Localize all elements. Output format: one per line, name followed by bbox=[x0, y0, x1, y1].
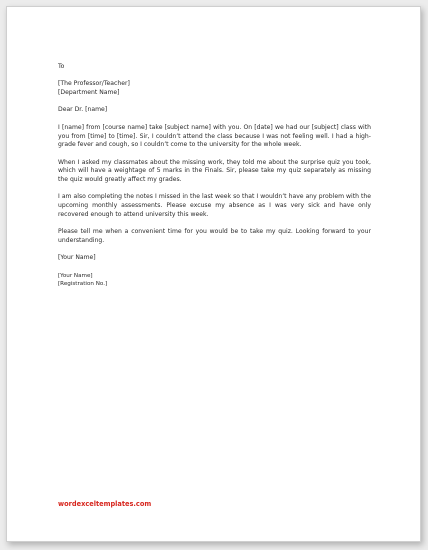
recipient-block bbox=[58, 80, 371, 97]
watermark-text: wordexceltemplates.com bbox=[58, 500, 152, 508]
closing-name: [Your Name] bbox=[58, 254, 96, 262]
recipient-title: [The Professor/Teacher] bbox=[58, 80, 130, 88]
paragraph-1: I [name] from [course name] take [subject name] with you. On [date] we had our [subject] class with you from [time] to [time]. Sir, I couldn’t attend the class because I was not feeling well. I had a high-grade fever and cough, so I couldn’t come to the university for the whole week. bbox=[58, 123, 371, 149]
to-line: To bbox=[58, 63, 65, 70]
letter-page bbox=[6, 6, 421, 542]
signature-registration: [Registration No.] bbox=[58, 280, 108, 287]
recipient-department: [Department Name] bbox=[58, 89, 120, 97]
paragraph-2: When I asked my classmates about the missing work, they told me about the surprise quiz you took, which will have a weightage of 5 marks in the Finals. Sir, please take my quiz separately as missing the quiz would greatly affect my grades. bbox=[58, 158, 371, 184]
paragraph-4: Please tell me when a convenient time for you would be to take my quiz. Looking forward to your understanding. bbox=[58, 228, 371, 244]
letter-body bbox=[58, 63, 371, 288]
paragraph-3: I am also completing the notes I missed in the last week so that I wouldn’t have any problem with the upcoming monthly assessments. Please excuse my absence as I was very sick and have only recovered enough to attend university this week. bbox=[58, 193, 371, 218]
signature-block bbox=[58, 272, 371, 288]
signature-name: [Your Name] bbox=[58, 272, 93, 279]
salutation: Dear Dr. [name] bbox=[58, 106, 108, 114]
